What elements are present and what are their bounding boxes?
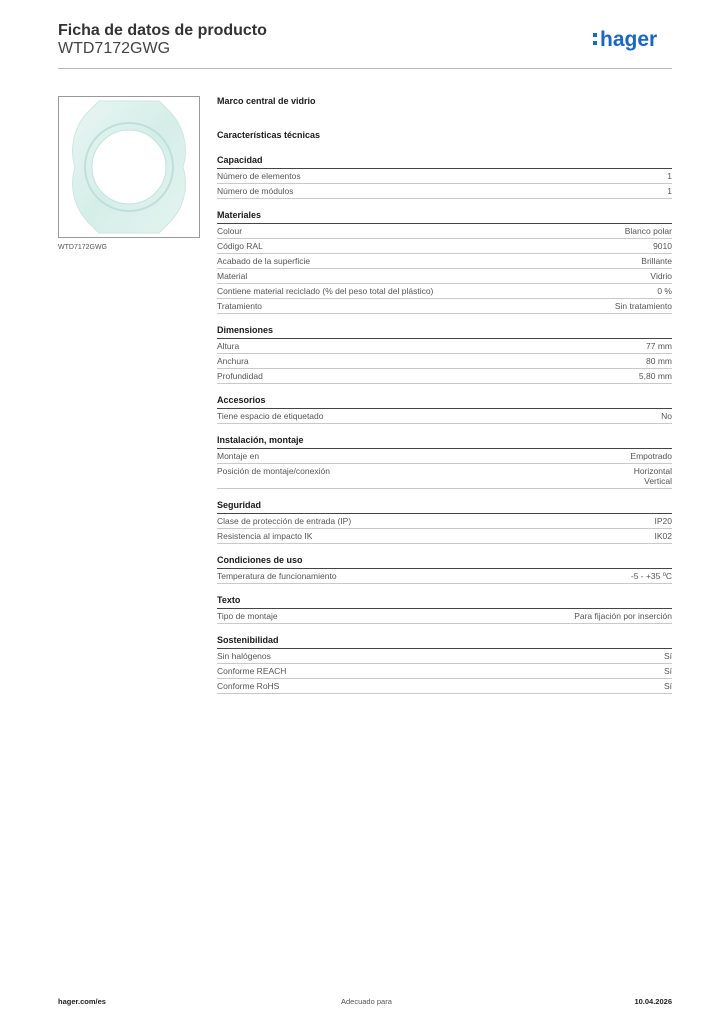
spec-row [217,184,672,199]
spec-label: Acabado de la superficie [217,256,311,266]
spec-value: 9010 [653,241,672,251]
spec-row [217,354,672,369]
spec-label: Resistencia al impacto IK [217,531,313,541]
spec-row [217,369,672,384]
spec-section [217,154,672,199]
spec-value: No [661,411,672,421]
spec-row [217,169,672,184]
product-name: Marco central de vidrio [217,96,316,106]
section-title: Dimensiones [217,324,672,339]
section-title: Texto [217,594,672,609]
spec-row [217,224,672,239]
logo-text: hager [600,28,658,51]
spec-value: Sin tratamiento [614,301,672,311]
header-divider [58,68,672,69]
spec-value: Blanco polar [624,226,672,236]
spec-row [217,464,672,489]
spec-row [217,409,672,424]
spec-value: Sí [663,666,672,676]
spec-sections [217,154,672,694]
spec-label: Profundidad [217,371,263,381]
spec-label: Número de módulos [217,186,294,196]
footer-note: Adecuado para [341,997,392,1006]
spec-row [217,529,672,544]
spec-section [217,209,672,314]
section-title: Condiciones de uso [217,554,672,569]
spec-label: Anchura [217,356,249,366]
spec-value: 1 [667,171,672,181]
spec-label: Colour [217,226,243,236]
glass-frame-illustration [59,97,199,237]
section-title: Seguridad [217,499,672,514]
product-image [58,96,200,238]
spec-row [217,284,672,299]
footer-date: 10.04.2026 [634,997,672,1006]
spec-label: Tiene espacio de etiquetado [217,411,324,421]
page-header [58,20,672,70]
spec-label: Número de elementos [217,171,301,181]
spec-value: 1 [667,186,672,196]
footer-website[interactable]: hager.com/es [58,997,106,1006]
spec-value: 80 mm [646,356,672,366]
spec-section [217,634,672,694]
spec-row [217,449,672,464]
spec-value: Sí [663,651,672,661]
spec-row [217,254,672,269]
spec-row [217,569,672,584]
spec-label: Clase de protección de entrada (IP) [217,516,352,526]
spec-section [217,434,672,489]
spec-value: IK02 [654,531,672,541]
spec-label: Material [217,271,248,281]
spec-value: -5 - +35 ºC [630,571,672,581]
document-title: Ficha de datos de producto [58,22,267,39]
spec-label: Altura [217,341,240,351]
spec-value: IP20 [654,516,672,526]
product-reference: WTD7172GWG [58,40,171,57]
spec-value: Vidrio [650,271,672,281]
spec-value: Sí [663,681,672,691]
section-title: Instalación, montaje [217,434,672,449]
spec-row [217,609,672,624]
spec-row [217,269,672,284]
spec-value: Horizontal Vertical [633,466,672,486]
spec-row [217,339,672,354]
spec-label: Temperatura de funcionamiento [217,571,337,581]
spec-label: Conforme RoHS [217,681,280,691]
spec-value: 77 mm [646,341,672,351]
spec-label: Sin halógenos [217,651,271,661]
spec-section [217,594,672,624]
hager-logo [592,24,672,56]
spec-value: Empotrado [630,451,672,461]
spec-label: Tipo de montaje [217,611,278,621]
spec-row [217,514,672,529]
spec-label: Contiene material reciclado (% del peso total del plástico) [217,286,434,296]
spec-value: Brillante [641,256,672,266]
section-title: Materiales [217,209,672,224]
spec-row [217,664,672,679]
spec-row [217,239,672,254]
spec-row [217,679,672,694]
spec-label: Conforme REACH [217,666,287,676]
spec-row [217,299,672,314]
spec-section [217,394,672,424]
spec-label: Código RAL [217,241,263,251]
spec-label: Tratamiento [217,301,263,311]
spec-label: Montaje en [217,451,260,461]
spec-section [217,324,672,384]
spec-row [217,649,672,664]
technical-characteristics-heading: Características técnicas [217,130,321,140]
specifications [217,96,672,694]
spec-section [217,554,672,584]
spec-value: 5,80 mm [638,371,672,381]
section-title: Sostenibilidad [217,634,672,649]
spec-section [217,499,672,544]
spec-value: Para fijación por inserción [574,611,672,621]
section-title: Accesorios [217,394,672,409]
spec-label: Posición de montaje/conexión [217,466,330,476]
spec-value: 0 % [657,286,672,296]
image-caption: WTD7172GWG [58,244,108,251]
section-title: Capacidad [217,154,672,169]
